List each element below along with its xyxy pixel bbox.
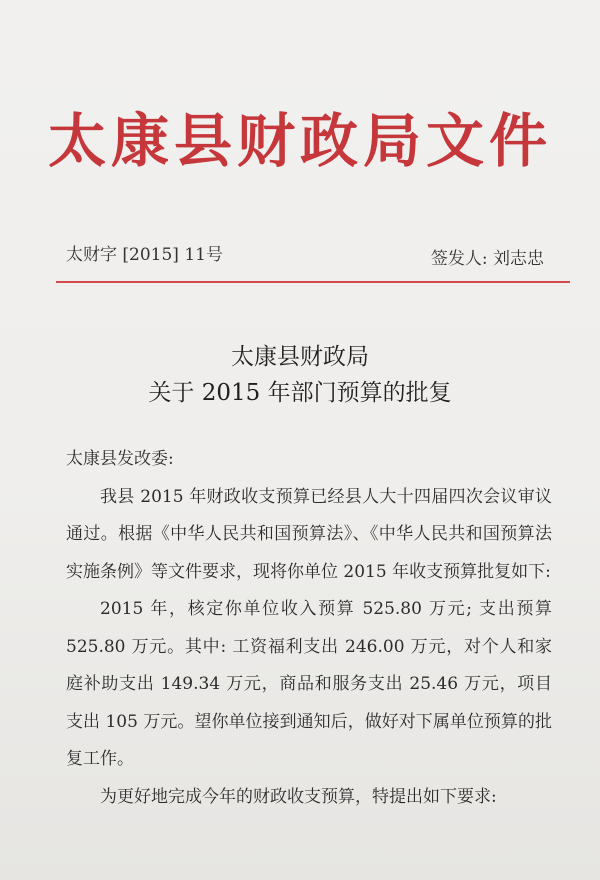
document-title-line2: 关于 2015 年部门预算的批复 — [148, 380, 452, 406]
masthead-title: 太康县财政局文件 — [47, 107, 552, 175]
paragraph-1: 我县 2015 年财政收支预算已经县人大十四届四次会议审议通过。根据《中华人民共和国预算法》、《中华人民共和国预算法实施条例》等文件要求，现将你单位 2015 年收支预算批复如下: — [66, 486, 552, 582]
salutation: 太康县发改委: — [66, 449, 174, 469]
document-number: 太财字 [2015] 11号 — [66, 245, 223, 265]
red-divider — [56, 281, 570, 283]
paragraph-2: 2015 年，核定你单位收入预算 525.80 万元; 支出预算 525.80 万元。其中: 工资福利支出 246.00 万元，对个人和家庭补助支出 149.34 万元，商品和服务支出 25.46 万元，项目支出 105 万元。望你单位接到通知后，做好对下属单位预算的批复工作。 — [66, 599, 552, 769]
paragraph-3: 为更好地完成今年的财政收支预算，特提出如下要求: — [100, 786, 497, 807]
issuer-label: 签发人: 刘志忠 — [430, 249, 544, 269]
document-body — [66, 441, 552, 816]
document-title-line1: 太康县财政局 — [231, 344, 369, 370]
